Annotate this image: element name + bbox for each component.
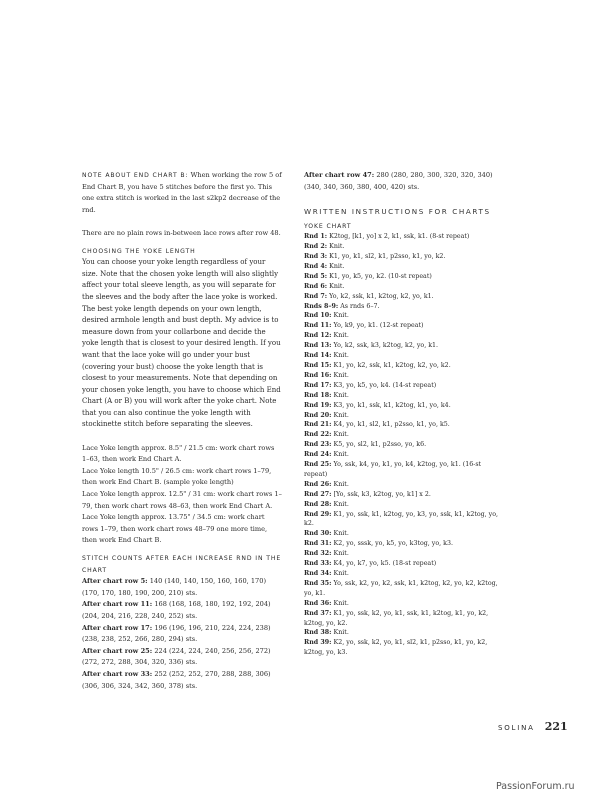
round-line	[304, 609, 504, 629]
yoke-option: Lace Yoke length approx. 8.5" / 21.5 cm: work chart rows 1–63, then work End Chart A.	[82, 443, 275, 464]
round-text: K4, yo, k7, yo, k5. (18-st repeat)	[333, 560, 437, 568]
round-line	[304, 321, 504, 331]
stitch-count-row	[82, 599, 282, 622]
round-label: Rnd 22:	[304, 431, 332, 439]
yoke-option: Lace Yoke length 10.5" / 26.5 cm: work chart rows 1–79, then work End Chart B. (sample yoke length)	[82, 466, 272, 487]
round-text: Knit.	[333, 570, 349, 577]
round-line	[304, 440, 504, 450]
round-text: Knit.	[333, 371, 349, 379]
round-line	[304, 411, 504, 421]
round-text: K2, yo, ssk, k2, yo, k1, sl2, k1, p2sso, k1, yo, k2, k2tog, yo, k3.	[304, 639, 488, 657]
round-label: Rnd 36:	[304, 599, 332, 607]
round-text: Yo, k2, ssk, k3, k2tog, k2, yo, k1.	[333, 342, 439, 350]
round-label: Rnd 39:	[304, 639, 332, 647]
round-text: Knit.	[333, 312, 349, 320]
round-label: Rnd 30:	[304, 530, 332, 538]
round-label: Rnd 28:	[304, 500, 332, 508]
after-row-47	[304, 170, 504, 193]
stitch-count-label: After chart row 33:	[82, 669, 153, 678]
round-line	[304, 500, 504, 510]
round-label: Rnd 13:	[304, 342, 332, 350]
round-line	[304, 232, 504, 242]
round-label: Rnd 37:	[304, 609, 332, 617]
round-label: Rnds 8–9:	[304, 302, 339, 310]
round-line	[304, 391, 504, 401]
round-label: Rnd 16:	[304, 371, 332, 379]
round-line	[304, 341, 504, 351]
stitch-count-text: 224 (224, 224, 240, 256, 256, 272) (272, 272, 288, 304, 320, 336) sts.	[82, 646, 271, 667]
round-label: Rnd 32:	[304, 550, 332, 558]
round-text: Knit.	[333, 530, 349, 538]
round-text: Knit.	[333, 411, 349, 419]
round-line	[304, 480, 504, 490]
round-text: Yo, k2, ssk, k1, k2tog, k2, yo, k1.	[329, 292, 434, 300]
round-label: Rnd 21:	[304, 421, 332, 429]
stitch-count-row	[82, 669, 282, 692]
round-line	[304, 302, 504, 312]
yoke-length-heading: CHOOSING THE YOKE LENGTH	[82, 247, 196, 255]
round-text: K3, yo, k5, yo, k4. (14-st repeat)	[333, 381, 437, 389]
round-line	[304, 272, 504, 282]
round-line	[304, 450, 504, 460]
stitch-count-row	[82, 646, 282, 669]
round-line	[304, 529, 504, 539]
round-text: K1, yo, k2, ssk, k1, k2tog, k2, yo, k2.	[333, 361, 451, 369]
round-text: Knit.	[329, 243, 345, 251]
round-line	[304, 430, 504, 440]
stitch-count-label: After chart row 25:	[82, 646, 153, 655]
rounds-list	[304, 232, 504, 658]
round-label: Rnd 33:	[304, 560, 332, 568]
round-label: Rnd 1:	[304, 233, 328, 241]
round-label: Rnd 11:	[304, 322, 332, 330]
round-label: Rnd 14:	[304, 352, 332, 360]
round-text: Knit.	[333, 629, 349, 637]
round-line	[304, 262, 504, 272]
round-text: [Yo, ssk, k3, k2tog, yo, k1] x 2.	[333, 490, 431, 498]
end-chart-note-text: When working the row 5 of End Chart B, you have 5 stitches before the first yo. This one extra stitch is worked in the last s2kp2 decrease of the rnd.	[82, 171, 282, 214]
round-line	[304, 351, 504, 361]
round-line	[304, 311, 504, 321]
round-label: Rnd 34:	[304, 570, 332, 577]
yoke-option: Lace Yoke length approx. 13.75" / 34.5 cm: work chart rows 1–79, then work chart rows 48–79 one more time, then work End Chart B.	[82, 513, 268, 545]
round-label: Rnd 6:	[304, 282, 328, 290]
stitch-count-text: 252 (252, 252, 270, 288, 288, 306) (306, 306, 324, 342, 360, 378) sts.	[82, 669, 271, 690]
round-line	[304, 579, 504, 599]
left-column	[82, 170, 282, 692]
stitch-count-text: 168 (168, 168, 180, 192, 192, 204) (204, 204, 216, 228, 240, 252) sts.	[82, 600, 271, 620]
round-label: Rnd 19:	[304, 401, 332, 409]
round-text: Knit.	[329, 282, 345, 290]
round-label: Rnd 12:	[304, 332, 332, 340]
plain-rows-note: There are no plain rows in-between lace rows after row 48.	[82, 228, 281, 237]
round-label: Rnd 4:	[304, 262, 328, 270]
round-label: Rnd 27:	[304, 490, 332, 498]
round-line	[304, 490, 504, 500]
watermark: PassionForum.ru	[496, 781, 575, 792]
round-line	[304, 401, 504, 411]
round-line	[304, 460, 504, 480]
round-text: K1, yo, k5, yo, k2. (10-st repeat)	[329, 272, 432, 280]
stitch-count-text: 196 (196, 196, 210, 224, 224, 238) (238, 238, 252, 266, 280, 294) sts.	[82, 623, 271, 644]
round-line	[304, 638, 504, 658]
round-label: Rnd 24:	[304, 451, 332, 459]
round-label: Rnd 29:	[304, 510, 332, 518]
round-label: Rnd 25:	[304, 461, 332, 469]
round-line	[304, 381, 504, 391]
right-column	[304, 170, 504, 658]
round-text: Knit.	[333, 480, 349, 488]
round-label: Rnd 2:	[304, 243, 328, 251]
after-row-47-label: After chart row 47:	[304, 171, 375, 179]
round-text: Knit.	[333, 599, 349, 607]
round-text: Knit.	[333, 451, 349, 459]
round-label: Rnd 3:	[304, 253, 328, 260]
round-label: Rnd 26:	[304, 480, 332, 488]
round-line	[304, 242, 504, 252]
stitch-count-label: After chart row 17:	[82, 623, 153, 632]
round-line	[304, 331, 504, 341]
page-number: 221	[544, 720, 568, 733]
round-line	[304, 292, 504, 302]
round-text: Knit.	[333, 391, 349, 399]
round-text: Yo, ssk, k4, yo, k1, yo, k4, k2tog, yo, k1. (16-st repeat)	[304, 461, 482, 478]
round-line	[304, 559, 504, 569]
yoke-length-text: You can choose your yoke length regardless of your size. Note that the chosen yoke length will also slightly affect your total sleeve length, as you will separate for the sleeves and the body after the lace yoke is worked. The best yoke length depends on your own length, desired armhole length and bust depth. My advice is to measure down from your collarbone and decide the yoke length that is closest to your desired length. If you want that the lace yoke will go under your bust (covering your bust) choose the yoke length that is closest to your measurements. Note that depending on your chosen yoke length, you have to choose which End Chart (A or B) you will work after the yoke chart. Note that you can also continue the yoke length with stockinette stitch before separating the sleeves.	[82, 258, 281, 429]
yoke-option: Lace Yoke length approx. 12.5" / 31 cm: work chart rows 1–79, then work chart rows 48–63, then work End Chart A.	[82, 490, 282, 510]
stitch-counts-heading: STITCH COUNTS AFTER EACH INCREASE RND IN THE CHART	[82, 555, 282, 574]
section-title: WRITTEN INSTRUCTIONS FOR CHARTS	[304, 207, 491, 217]
round-text: Knit.	[329, 262, 345, 270]
round-label: Rnd 10:	[304, 312, 332, 320]
round-label: Rnd 31:	[304, 540, 332, 548]
round-label: Rnd 18:	[304, 391, 332, 399]
round-line	[304, 510, 504, 530]
round-label: Rnd 35:	[304, 579, 332, 587]
round-label: Rnd 7:	[304, 292, 328, 300]
stitch-count-text: 140 (140, 140, 150, 160, 160, 170) (170, 170, 180, 190, 200, 210) sts.	[82, 577, 267, 597]
round-text: K2tog, [k1, yo] x 2, k1, ssk, k1. (8-st repeat)	[329, 233, 470, 241]
round-text: As rnds 6–7.	[340, 302, 380, 310]
round-line	[304, 420, 504, 430]
round-text: K2, yo, sssk, yo, k5, yo, k3tog, yo, k3.	[333, 540, 453, 548]
footer-name: SOLINA	[498, 724, 535, 732]
yoke-options-list	[82, 443, 282, 547]
round-text: K4, yo, k1, sl2, k1, p2sso, k1, yo, k5.	[333, 421, 450, 429]
round-line	[304, 628, 504, 638]
yoke-chart-subheading: YOKE CHART	[304, 223, 352, 231]
round-line	[304, 549, 504, 559]
round-text: K1, yo, k1, sl2, k1, p2sso, k1, yo, k2.	[329, 253, 446, 260]
round-label: Rnd 23:	[304, 441, 332, 449]
end-chart-note	[82, 170, 282, 216]
round-line	[304, 539, 504, 549]
page-footer	[498, 720, 568, 733]
after-row-47-text: 280 (280, 280, 300, 320, 320, 340) (340, 340, 360, 380, 400, 420) sts.	[304, 171, 493, 191]
stitch-count-label: After chart row 5:	[82, 577, 148, 586]
round-label: Rnd 17:	[304, 381, 332, 389]
round-line	[304, 361, 504, 371]
round-label: Rnd 15:	[304, 361, 332, 369]
round-text: K3, yo, k1, ssk, k1, k2tog, k1, yo, k4.	[333, 401, 451, 409]
stitch-counts-list	[82, 576, 282, 692]
round-text: Knit.	[333, 550, 349, 558]
round-text: Knit.	[333, 431, 349, 439]
round-text: K1, yo, ssk, k1, k2tog, yo, k3, yo, ssk, k1, k2tog, yo, k2.	[304, 510, 499, 528]
end-chart-note-heading: NOTE ABOUT END CHART B:	[82, 172, 189, 179]
round-line	[304, 371, 504, 381]
round-text: Knit.	[333, 500, 349, 508]
round-label: Rnd 20:	[304, 411, 332, 419]
round-text: Yo, ssk, k2, yo, k2, ssk, k1, k2tog, k2, yo, k2, k2tog, yo, k1.	[304, 579, 498, 597]
round-text: K1, yo, ssk, k2, yo, k1, ssk, k1, k2tog, k1, yo, k2, k2tog, yo, k2.	[304, 609, 489, 627]
stitch-count-row	[82, 576, 282, 599]
round-line	[304, 252, 504, 262]
round-line	[304, 282, 504, 292]
round-line	[304, 599, 504, 609]
round-label: Rnd 5:	[304, 272, 328, 280]
stitch-count-label: After chart row 11:	[82, 600, 153, 609]
round-text: Knit.	[333, 352, 349, 360]
round-line	[304, 569, 504, 579]
stitch-count-row	[82, 623, 282, 646]
round-label: Rnd 38:	[304, 629, 332, 637]
round-text: Yo, k9, yo, k1. (12-st repeat)	[333, 322, 424, 330]
round-text: Knit.	[333, 332, 349, 340]
round-text: K5, yo, sl2, k1, p2sso, yo, k6.	[333, 441, 427, 449]
